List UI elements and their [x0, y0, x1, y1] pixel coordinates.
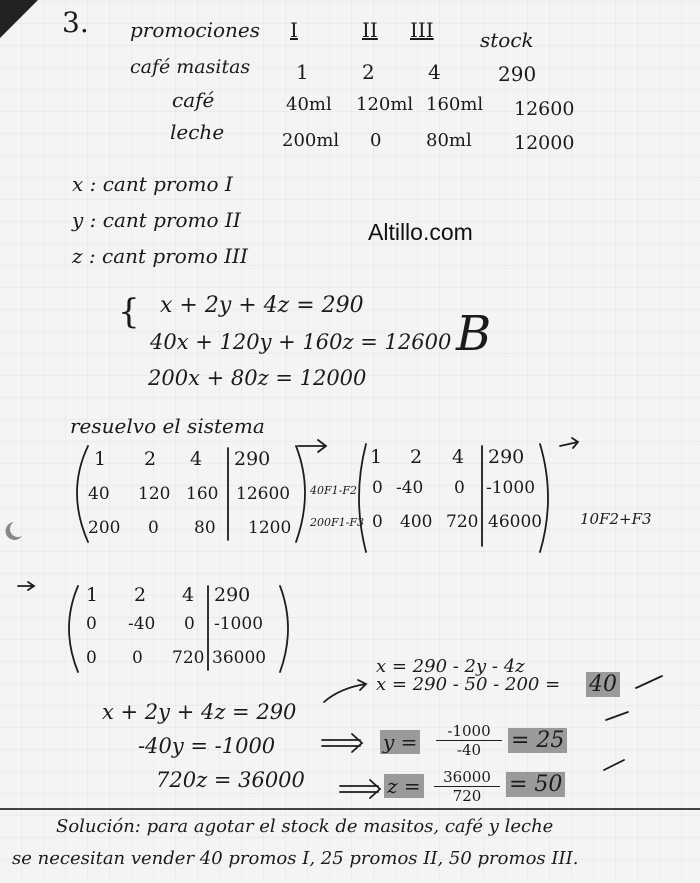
matrix3-cell: 2 — [134, 584, 147, 606]
variable-def-x: x : cant promo I — [72, 172, 233, 196]
matrix1-cell: 200 — [88, 518, 121, 538]
x-result: 40 — [586, 672, 620, 697]
table-cell: 2 — [362, 60, 375, 84]
table-row-label-masitas: café masitas — [130, 56, 251, 78]
tick-mark — [606, 712, 628, 720]
matrix2-right-bracket — [540, 444, 548, 552]
matrix2-cell: -40 — [396, 478, 424, 498]
arrow-to-z — [340, 780, 380, 798]
y-result: = 25 — [508, 728, 567, 753]
matrix2-cell: 2 — [410, 446, 423, 468]
matrix1-cell: 290 — [234, 448, 271, 470]
row-op-2: 200F1-F3 — [310, 516, 364, 529]
table-cell: 200ml — [282, 130, 340, 151]
matrix1-cell: 4 — [190, 448, 203, 470]
table-cell: 290 — [498, 62, 537, 86]
arrow-to-matrix2 — [298, 440, 326, 452]
y-numerator: -1000 — [436, 722, 502, 741]
arrow-right-top — [560, 438, 578, 448]
matrix3-cell: 720 — [172, 648, 205, 668]
table-cell: 160ml — [426, 94, 484, 115]
matrix1-cell: 40 — [88, 484, 110, 504]
table-header-III: III — [410, 18, 434, 42]
matrix3-right-bracket — [280, 586, 288, 672]
equation-row-3: 720z = 36000 — [156, 768, 305, 792]
matrix3-cell: 1 — [86, 584, 99, 606]
equation-row-1: x + 2y + 4z = 290 — [102, 700, 297, 724]
z-lhs: z = — [384, 774, 424, 798]
matrix2-cell: 400 — [400, 512, 433, 532]
matrix3-cell: 0 — [132, 648, 143, 668]
table-cell: 0 — [370, 130, 382, 151]
matrix1-cell: 80 — [194, 518, 216, 538]
table-row-label-leche: leche — [170, 120, 225, 144]
table-cell: 12600 — [514, 98, 575, 120]
solution-line-1: Solución: para agotar el stock de masitos, café y leche — [56, 816, 554, 837]
matrix1-cell: 0 — [148, 518, 159, 538]
matrix3-cell: 0 — [86, 614, 97, 634]
row-op-right: 10F2+F3 — [580, 510, 652, 528]
table-header-stock: stock — [480, 28, 534, 52]
table-cell: 4 — [428, 60, 441, 84]
z-result: = 50 — [506, 772, 565, 797]
matrix2-cell: 0 — [454, 478, 465, 498]
matrix2-cell: 46000 — [488, 512, 543, 532]
matrix3-cell: -1000 — [214, 614, 264, 634]
matrix1-cell: 160 — [186, 484, 219, 504]
matrix1-left-bracket — [77, 446, 88, 542]
y-denominator: -40 — [456, 741, 482, 759]
equation-row-2: -40y = -1000 — [138, 734, 276, 758]
table-header-I: I — [290, 18, 298, 42]
matrix1-cell: 1 — [94, 448, 107, 470]
matrix3-cell: 4 — [182, 584, 195, 606]
row-op-1: 40F1-F2 — [310, 484, 357, 497]
system-equation-1: x + 2y + 4z = 290 — [160, 293, 364, 318]
hole-punch-shadow — [6, 522, 22, 540]
matrix2-cell: -1000 — [486, 478, 536, 498]
matrix2-cell: 4 — [452, 446, 465, 468]
arrow-to-x — [324, 680, 366, 702]
tick-mark — [636, 676, 662, 688]
variable-def-z: z : cant promo III — [72, 244, 248, 268]
table-cell: 12000 — [514, 132, 575, 154]
arrow-to-matrix3 — [18, 582, 34, 590]
matrix1-cell: 120 — [138, 484, 171, 504]
table-cell: 40ml — [286, 94, 332, 115]
system-equation-3: 200x + 80z = 12000 — [148, 366, 367, 390]
z-denominator: 720 — [452, 787, 482, 805]
z-numerator: 36000 — [434, 768, 500, 787]
grade-mark: B — [456, 306, 492, 362]
watermark: Altillo.com — [368, 219, 473, 245]
matrix1-cell: 1200 — [248, 518, 292, 538]
table-row-label-cafe: café — [172, 88, 215, 112]
matrix1-right-bracket — [296, 446, 305, 542]
table-header-promociones: promociones — [130, 18, 261, 42]
matrix2-cell: 720 — [446, 512, 479, 532]
problem-number: 3. — [62, 6, 89, 39]
matrix3-cell: -40 — [128, 614, 156, 634]
y-lhs: y = — [380, 730, 420, 754]
system-brace: { — [118, 292, 140, 332]
resolve-label: resuelvo el sistema — [70, 414, 265, 438]
x-expression-2: x = 290 - 50 - 200 = — [376, 674, 561, 695]
matrix1-cell: 12600 — [236, 484, 291, 504]
table-cell: 80ml — [426, 130, 472, 151]
matrix3-cell: 36000 — [212, 648, 267, 668]
matrix2-cell: 0 — [372, 478, 383, 498]
matrix1-cell: 2 — [144, 448, 157, 470]
matrix2-left-bracket — [359, 444, 366, 552]
table-cell: 1 — [296, 60, 309, 84]
matrix3-cell: 0 — [184, 614, 195, 634]
x-expression-1: x = 290 - 2y - 4z — [376, 656, 525, 677]
variable-def-y: y : cant promo II — [72, 208, 241, 232]
table-header-II: II — [362, 18, 378, 42]
matrix3-cell: 290 — [214, 584, 251, 606]
table-cell: 120ml — [356, 94, 414, 115]
solution-line-2: se necesitan vender 40 promos I, 25 promos II, 50 promos III. — [12, 848, 579, 869]
matrix2-cell: 1 — [370, 446, 383, 468]
tick-mark — [604, 760, 624, 770]
system-equation-2: 40x + 120y + 160z = 12600 — [150, 330, 452, 354]
matrix3-left-bracket — [69, 586, 78, 672]
arrow-to-y — [322, 734, 362, 752]
matrix2-cell: 290 — [488, 446, 525, 468]
matrix3-cell: 0 — [86, 648, 97, 668]
matrix2-cell: 0 — [372, 512, 383, 532]
